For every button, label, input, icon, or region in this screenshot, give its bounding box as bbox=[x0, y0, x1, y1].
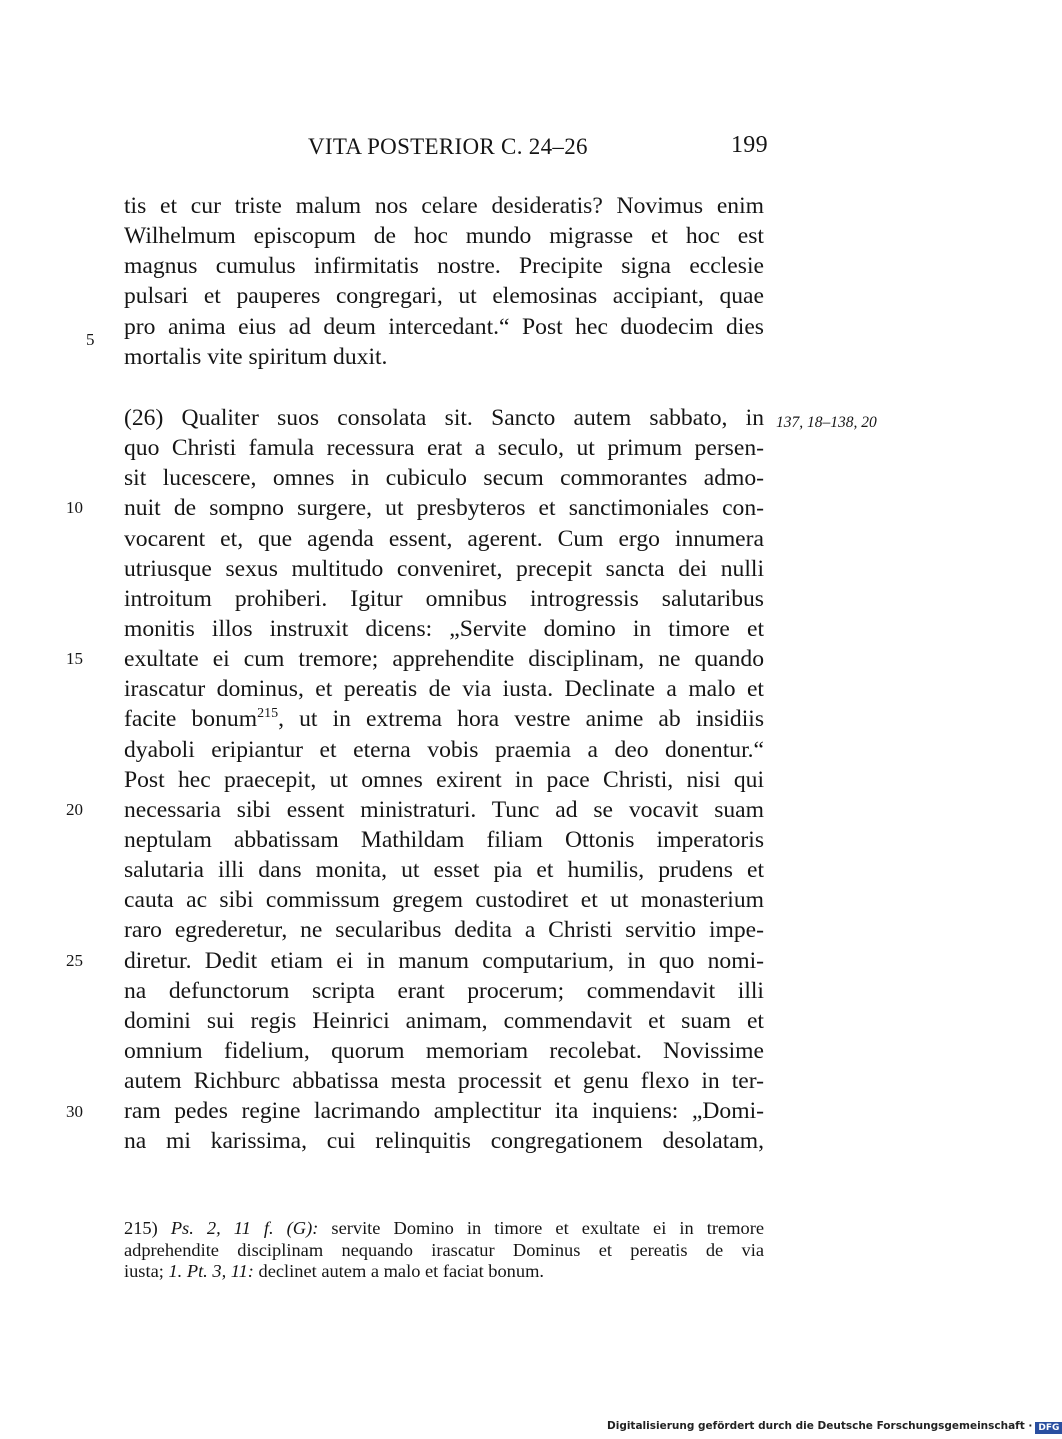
text-line: pro anima eius ad deum intercedant.“ Post hec duodecim dies bbox=[124, 313, 764, 340]
text-line: tis et cur triste malum nos celare desideratis? Novimus enim bbox=[124, 193, 764, 219]
line-number: 15 bbox=[66, 649, 83, 668]
text-line: dyaboli eripiantur et eterna vobis praemia a deo donentur.“ bbox=[124, 736, 764, 763]
text-line: nuit de sompno surgere, ut presbyteros et sanctimoniales con- bbox=[124, 495, 764, 522]
text-line: introitum prohiberi. Igitur omnibus introgressis salutaribus bbox=[124, 585, 764, 612]
footnote-text: declinet autem a malo et faciat bonum. bbox=[253, 1261, 544, 1282]
credit-text: Digitalisierung gefördert durch die Deutsche Forschungsgemeinschaft bbox=[607, 1420, 1025, 1432]
text-line: mortalis vite spiritum duxit. bbox=[124, 343, 388, 370]
line-number: 10 bbox=[66, 498, 83, 517]
footnote bbox=[124, 1218, 764, 1283]
text-line: cauta ac sibi commissum gregem custodiret et ut monasterium bbox=[124, 887, 764, 914]
text-line: ram pedes regine lacrimando amplectitur ita inquiens: „Domi- bbox=[124, 1098, 764, 1125]
running-title: VITA POSTERIOR C. 24–26 bbox=[308, 134, 588, 159]
text-line: salutaria illi dans monita, ut esset pia et humilis, prudens et bbox=[124, 857, 764, 884]
text-segment: , ut in extrema hora vestre anime ab insidiis bbox=[278, 706, 765, 733]
side-reference: 137, 18–138, 20 bbox=[776, 414, 877, 431]
running-head bbox=[0, 128, 1000, 168]
footnote-line: adprehendite disciplinam nequando irascatur Dominus et pereatis de via bbox=[124, 1239, 764, 1260]
footnote-citation: 1. Pt. 3, 11: bbox=[163, 1261, 254, 1282]
text-line: omnium fidelium, quorum memoriam recolebat. Novissime bbox=[124, 1037, 764, 1064]
text-line: diretur. Dedit etiam ei in manum computarium, in quo nomi- bbox=[124, 947, 764, 974]
text-line: Post hec praecepit, ut omnes exirent in pace Christi, nisi qui bbox=[124, 766, 764, 793]
footnote-number: 215) bbox=[124, 1218, 158, 1238]
text-line: pulsari et pauperes congregari, ut elemosinas accipiant, quae bbox=[124, 283, 764, 310]
line-number: 5 bbox=[86, 330, 95, 349]
text-line: na mi karissima, cui relinquitis congregationem desolatam, bbox=[124, 1128, 764, 1155]
text-line: utriusque sexus multitudo conveniret, precepit sancta dei nulli bbox=[124, 555, 764, 582]
text-line: irascatur dominus, et pereatis de via iusta. Declinate a malo et bbox=[124, 676, 764, 703]
text-line: exultate ei cum tremore; apprehendite disciplinam, ne quando bbox=[124, 646, 764, 673]
text-line: (26) Qualiter suos consolata sit. Sancto autem sabbato, in bbox=[124, 405, 764, 431]
text-line: Wilhelmum episcopum de hoc mundo migrasse et hoc est bbox=[124, 223, 764, 250]
footnote-reference: 215 bbox=[257, 706, 279, 722]
footnote-citation: Ps. 2, 11 f. (G): bbox=[170, 1218, 319, 1238]
text-line: magnus cumulus infirmitatis nostre. Precipite signa ecclesie bbox=[124, 253, 764, 280]
text-line: neptulam abbatissam Mathildam filiam Ottonis imperatoris bbox=[124, 826, 764, 853]
paragraph-2 bbox=[124, 403, 764, 1157]
credit-separator: · bbox=[1024, 1420, 1033, 1432]
text-line: sit lucescere, omnes in cubiculo secum commorantes admo- bbox=[124, 465, 764, 492]
text-line: autem Richburc abbatissa mesta processit et genu flexo in ter- bbox=[124, 1068, 764, 1095]
text-line: quo Christi famula recessura erat a seculo, ut primum persen- bbox=[124, 435, 764, 462]
page-number: 199 bbox=[731, 132, 768, 158]
footnote-line bbox=[124, 1218, 764, 1240]
text-line: domini sui regis Heinrici animam, commendavit et suam et bbox=[124, 1007, 764, 1034]
dfg-logo-icon: DFG bbox=[1035, 1422, 1062, 1434]
text-line: na defunctorum scripta erant procerum; commendavit illi bbox=[124, 977, 764, 1004]
text-line: raro egrederetur, ne secularibus dedita a Christi servitio impe- bbox=[124, 917, 764, 944]
text-line: necessaria sibi essent ministraturi. Tunc ad se vocavit suam bbox=[124, 796, 764, 823]
text-line: monitis illos instruxit dicens: „Servite domino in timore et bbox=[124, 615, 764, 642]
digitization-credit bbox=[607, 1419, 1062, 1433]
paragraph-1 bbox=[124, 191, 764, 372]
line-number: 20 bbox=[66, 800, 83, 819]
line-number: 25 bbox=[66, 951, 83, 970]
text-line: vocarent et, que agenda essent, agerent. Cum ergo innumera bbox=[124, 525, 764, 552]
text-segment: facite bonum bbox=[124, 706, 258, 733]
line-number: 30 bbox=[66, 1102, 83, 1121]
footnote-text: iusta; bbox=[124, 1261, 164, 1282]
footnote-line bbox=[124, 1261, 764, 1283]
text-line-with-footnote-ref bbox=[124, 704, 764, 734]
footnote-text: servite Domino in timore et exultate ei in tremore bbox=[318, 1218, 764, 1238]
